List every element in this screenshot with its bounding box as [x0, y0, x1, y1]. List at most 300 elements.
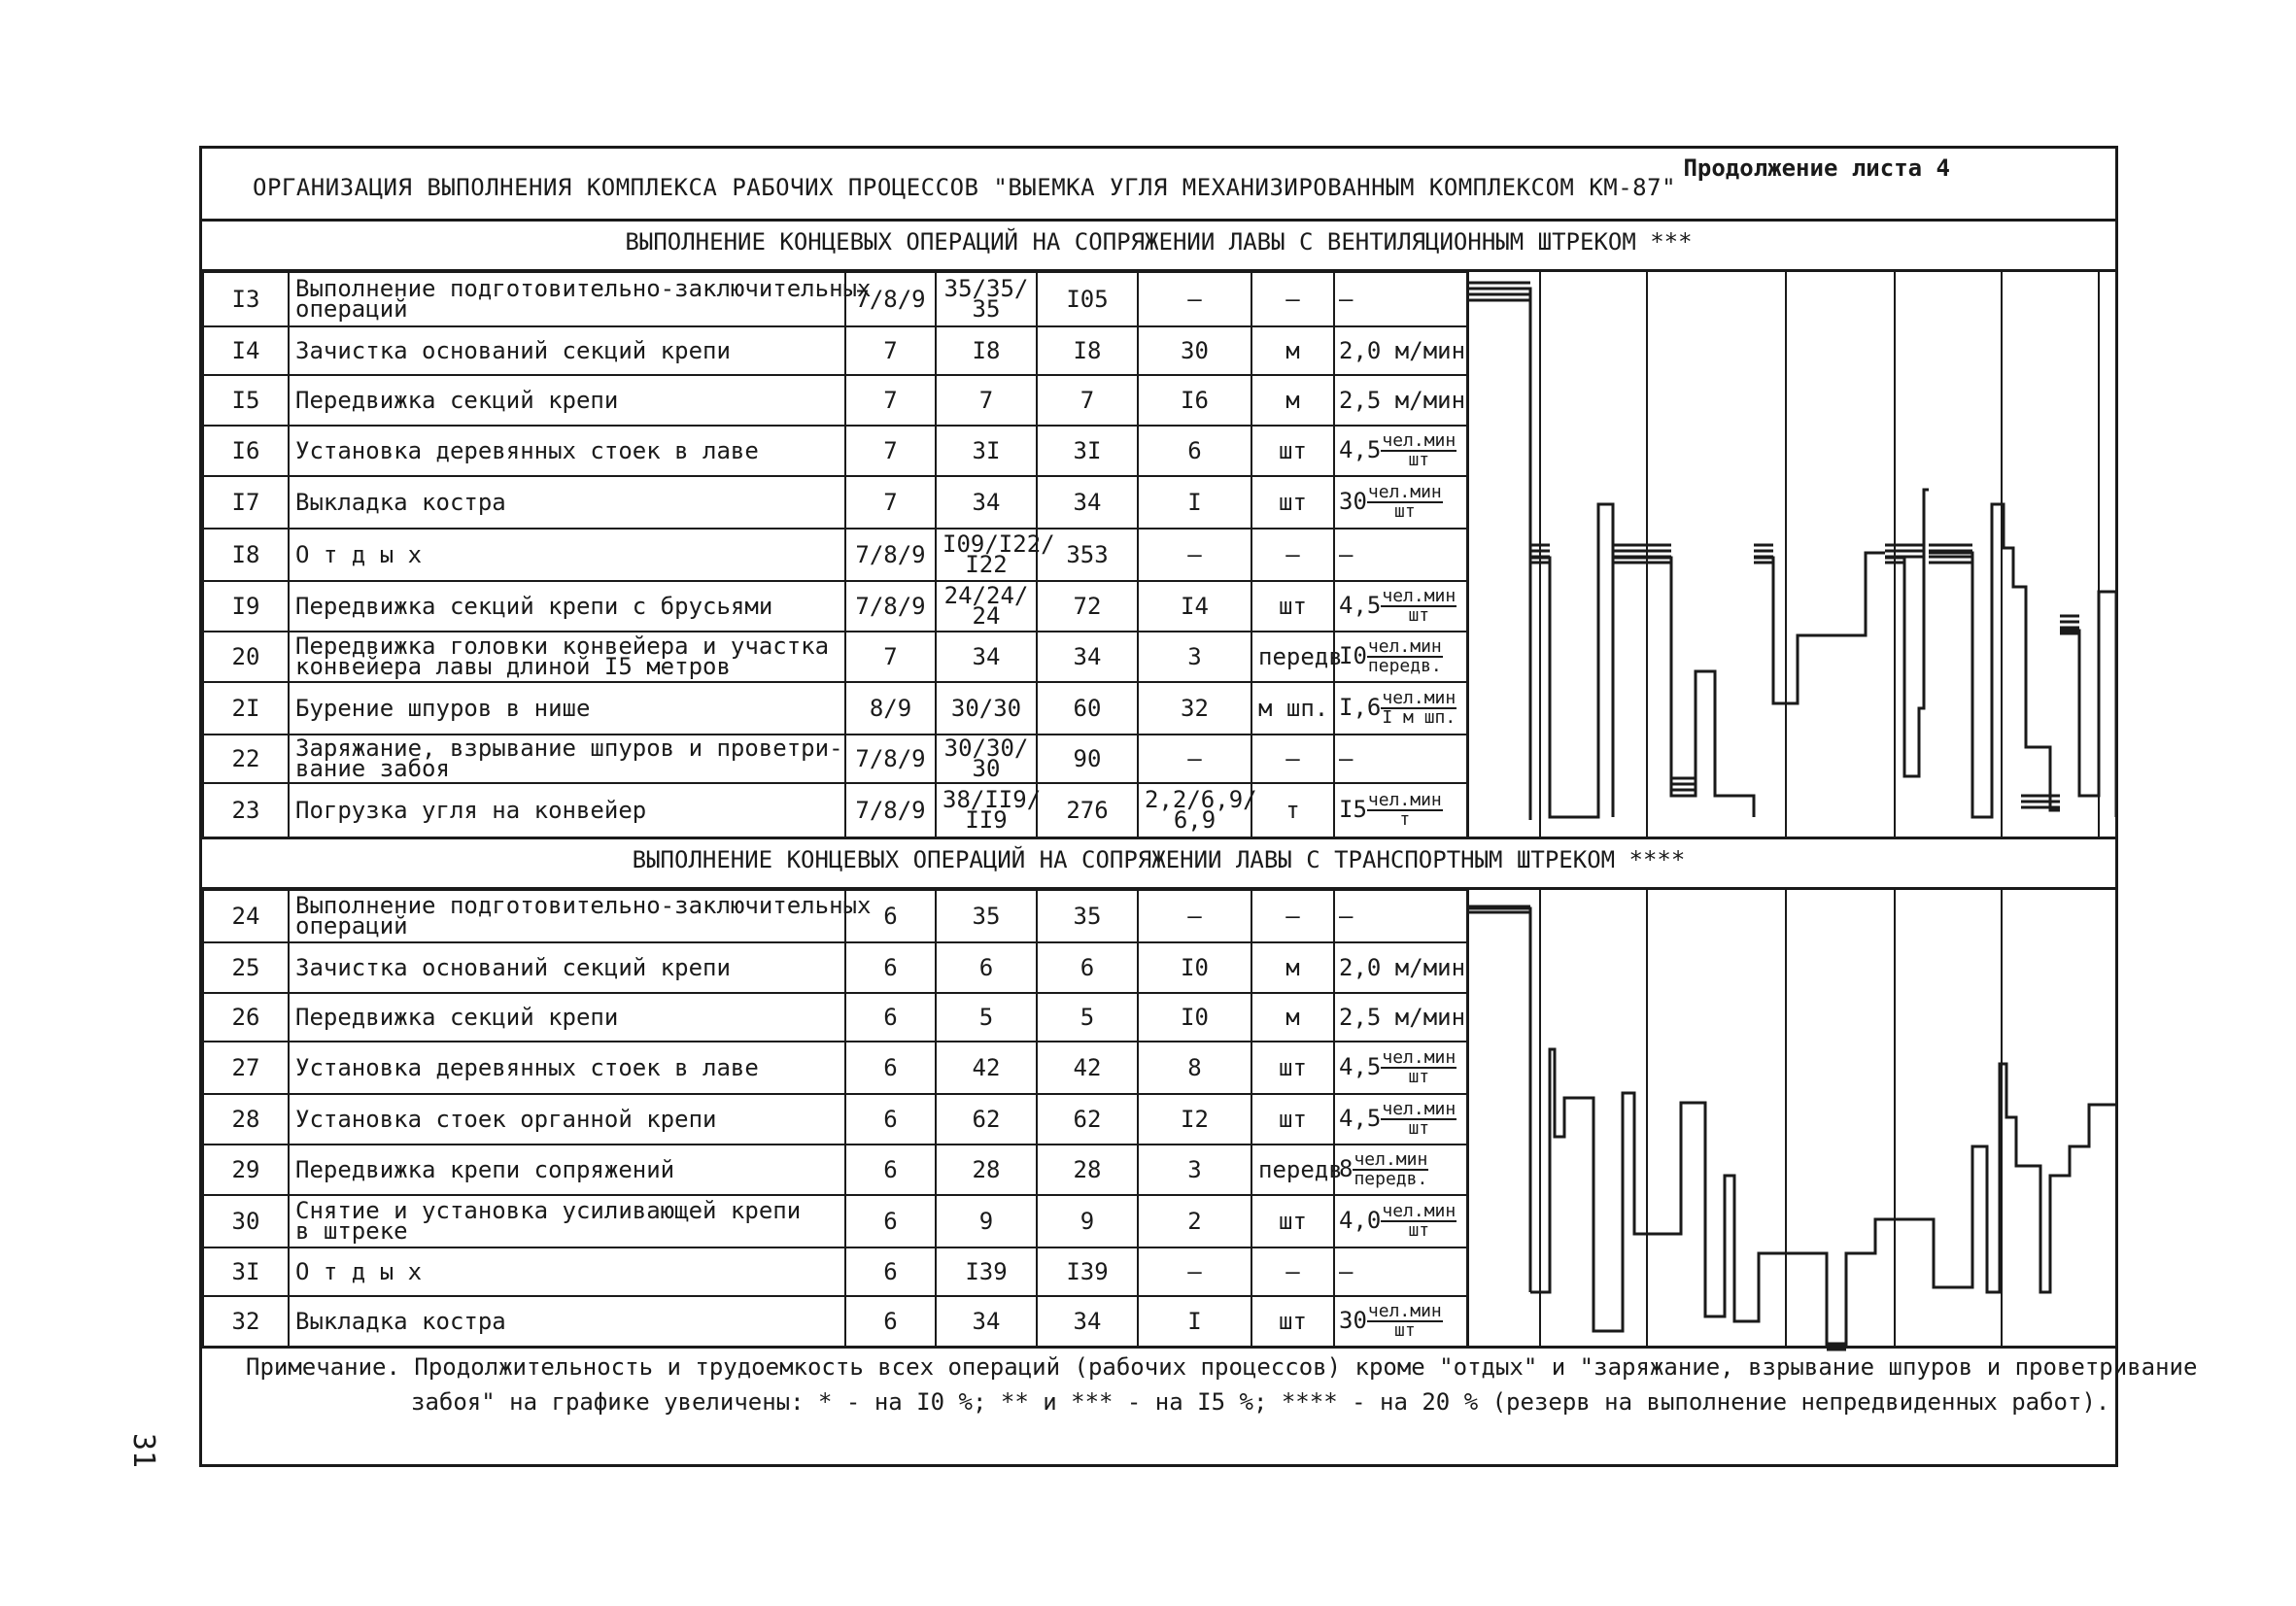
operation-number: I3 [231, 286, 260, 313]
operation-name: Бурение шпуров в нише [295, 695, 591, 722]
norm-unit-fraction [1367, 1303, 1443, 1340]
cell-labor [1037, 326, 1138, 375]
gantt-schedule-line [1754, 553, 1885, 703]
cell-number [203, 942, 289, 993]
team-value: 7 [883, 643, 898, 670]
volume-value: – [1187, 1258, 1202, 1285]
norm-value: 30 [1339, 1307, 1367, 1334]
cell-operation-name [289, 476, 845, 529]
operation-number: 24 [231, 903, 260, 930]
cell-duration [936, 529, 1055, 581]
unit-value: шт [1279, 437, 1307, 464]
cell-unit [1251, 993, 1334, 1042]
operation-name: Зачистка оснований секций крепи [295, 954, 731, 981]
norm-value: 4,5 [1339, 436, 1382, 463]
cell-volume [1138, 1195, 1251, 1247]
cell-operation-name [289, 942, 845, 993]
unit-value: м [1285, 1004, 1300, 1031]
operation-name-cont: операций [295, 295, 408, 323]
table-row [203, 682, 1468, 735]
cell-operation-name [289, 1296, 845, 1347]
cell-volume [1138, 375, 1251, 426]
cell-number [203, 783, 289, 837]
cell-volume [1138, 1247, 1251, 1296]
operation-number: 30 [231, 1208, 260, 1235]
team-value: 7 [883, 387, 898, 414]
note-line-2: забоя" на графике увеличены: * - на I0 %; ** и *** - на I5 %; **** - на 20 % (резерв на выполнение непредвиденных работ). [411, 1388, 2110, 1416]
norm-unit-fraction [1353, 1151, 1428, 1188]
team-value: 7/8/9 [855, 797, 926, 824]
volume-value: I0 [1181, 1004, 1209, 1031]
cell-duration [936, 476, 1037, 529]
cell-volume [1138, 581, 1251, 632]
norm-unit-denominator: шт [1408, 1118, 1430, 1139]
cell-unit [1251, 942, 1334, 993]
table-row [203, 581, 1468, 632]
labor-value: 34 [1073, 643, 1102, 670]
cell-team [845, 993, 936, 1042]
norm-unit-denominator: передв. [1367, 656, 1442, 676]
unit-value: м [1285, 954, 1300, 981]
norm-value: 2,5 м/мин [1339, 1004, 1466, 1031]
labor-value: 6 [1079, 954, 1095, 981]
norm-unit-fraction [1381, 1101, 1456, 1138]
cell-operation-name [289, 1145, 845, 1195]
norm-value: 2,5 м/мин [1339, 387, 1466, 414]
duration-value: 35 [972, 903, 1001, 930]
team-value: 7 [883, 337, 898, 364]
cell-number [203, 326, 289, 375]
cell-number [203, 682, 289, 735]
team-value: 6 [883, 1208, 898, 1235]
cell-number [203, 1247, 289, 1296]
gantt-schedule-line [1467, 289, 1530, 820]
cell-number [203, 1042, 289, 1094]
duration-value: I8 [972, 337, 1001, 364]
unit-value: шт [1279, 489, 1307, 516]
unit-value: шт [1279, 593, 1307, 620]
duration-value: 24/24/ [943, 582, 1029, 609]
operation-name: Снятие и установка усиливающей крепи [295, 1197, 802, 1224]
team-value: 6 [883, 903, 898, 930]
operation-number: 32 [231, 1308, 260, 1335]
page-number: 31 [126, 1433, 160, 1469]
note-line-1: Примечание. Продолжительность и трудоемкость всех операций (рабочих процессов) кроме "отдых" и "заряжание, взрывание шпуров и проветривание [246, 1353, 2198, 1381]
cell-number [203, 1094, 289, 1145]
cell-norm [1334, 529, 1468, 581]
cell-norm [1334, 993, 1468, 1042]
operation-name: Установка деревянных стоек в лаве [295, 1054, 759, 1081]
cell-duration [936, 426, 1037, 476]
cell-volume [1138, 426, 1251, 476]
norm-unit-numerator: чел.мин [1382, 1047, 1456, 1068]
cell-volume [1138, 1042, 1251, 1094]
team-value: 7 [883, 437, 898, 464]
operation-name: Передвижка секций крепи [295, 1004, 619, 1031]
norm-unit-numerator: чел.мин [1382, 586, 1456, 606]
table-row [203, 632, 1468, 682]
cell-unit [1251, 783, 1334, 837]
duration-value: I39 [965, 1258, 1008, 1285]
operation-number: I5 [231, 387, 260, 414]
table-row [203, 1145, 1468, 1195]
volume-value: – [1187, 541, 1202, 568]
labor-value: 72 [1073, 593, 1102, 620]
norm-unit-denominator: т [1399, 809, 1411, 830]
volume-value: – [1187, 745, 1202, 772]
cell-unit [1251, 1094, 1334, 1145]
labor-value: 276 [1066, 797, 1109, 824]
norm-unit-numerator: чел.мин [1367, 636, 1442, 657]
cell-volume [1138, 1094, 1251, 1145]
operation-name-cont: вание забоя [295, 755, 450, 782]
volume-value: 6 [1187, 437, 1202, 464]
cell-operation-name [289, 1247, 845, 1296]
cell-operation-name [289, 1195, 845, 1247]
operation-name: Установка деревянных стоек в лаве [295, 437, 759, 464]
cell-volume [1138, 735, 1251, 783]
duration-value-cont: I22 [965, 551, 1008, 578]
cell-norm [1334, 476, 1468, 529]
operation-name: Передвижка головки конвейера и участка [295, 632, 830, 660]
norm-value: I5 [1339, 796, 1367, 823]
cell-unit [1251, 1195, 1334, 1247]
cell-norm [1334, 890, 1468, 942]
duration-value-cont: 30 [972, 755, 1001, 782]
labor-value: 28 [1073, 1156, 1102, 1183]
team-value: 7/8/9 [855, 286, 926, 313]
norm-value: 4,5 [1339, 592, 1382, 619]
table-row [203, 993, 1468, 1042]
cell-team [845, 1145, 936, 1195]
norm-unit-fraction [1367, 792, 1443, 829]
table-row [203, 272, 1468, 326]
team-value: 6 [883, 1308, 898, 1335]
norm-unit-fraction [1381, 588, 1456, 625]
cell-duration [936, 1042, 1037, 1094]
operation-name: Передвижка крепи сопряжений [295, 1156, 675, 1183]
volume-value: – [1187, 286, 1202, 313]
cell-number [203, 993, 289, 1042]
operation-name: Выполнение подготовительно-заключительных [295, 892, 872, 919]
operation-number: 23 [231, 797, 260, 824]
team-value: 7/8/9 [855, 541, 926, 568]
gantt-schedule-line [1467, 908, 1530, 1292]
team-value: 6 [883, 1004, 898, 1031]
volume-value: 3 [1187, 643, 1202, 670]
cell-unit [1251, 326, 1334, 375]
norm-unit-denominator: шт [1393, 1320, 1416, 1341]
table-row [203, 735, 1468, 783]
norm-value: I,6 [1339, 694, 1382, 721]
cell-team [845, 735, 936, 783]
cell-unit [1251, 476, 1334, 529]
norm-unit-numerator: чел.мин [1382, 1201, 1456, 1221]
cell-norm [1334, 581, 1468, 632]
labor-value: 353 [1066, 541, 1109, 568]
cell-number [203, 1296, 289, 1347]
norm-unit-numerator: чел.мин [1367, 482, 1442, 502]
cell-team [845, 1195, 936, 1247]
operation-name-cont: операций [295, 912, 408, 940]
operation-number: I7 [231, 489, 260, 516]
volume-value: I4 [1181, 593, 1209, 620]
cell-norm [1334, 1247, 1468, 1296]
unit-value: м [1285, 387, 1300, 414]
operation-name: Передвижка секций крепи с брусьями [295, 593, 773, 620]
duration-value: 42 [972, 1054, 1001, 1081]
cell-unit [1251, 632, 1343, 682]
cell-operation-name [289, 581, 845, 632]
labor-value: 60 [1073, 695, 1102, 722]
operation-number: 2I [231, 695, 260, 722]
volume-value: I0 [1181, 954, 1209, 981]
cell-volume [1138, 682, 1251, 735]
norm-unit-denominator: шт [1408, 1067, 1430, 1087]
cell-duration [936, 942, 1037, 993]
cell-number [203, 1195, 289, 1247]
operation-number: 3I [231, 1258, 260, 1285]
cell-team [845, 529, 936, 581]
duration-value: 28 [972, 1156, 1001, 1183]
unit-value: – [1285, 903, 1300, 930]
norm-value: 8 [1339, 1155, 1354, 1182]
cell-duration [936, 993, 1037, 1042]
cell-labor [1037, 890, 1138, 942]
norm-unit-numerator: чел.мин [1367, 1301, 1442, 1321]
divider [202, 219, 2115, 222]
cell-labor [1037, 993, 1138, 1042]
gantt-schedule-line [1904, 1064, 2021, 1292]
unit-value: шт [1279, 1106, 1307, 1133]
norm-unit-denominator: шт [1393, 501, 1416, 522]
duration-value-cont: II9 [965, 806, 1008, 834]
labor-value: 90 [1073, 745, 1102, 772]
cell-unit [1251, 1042, 1334, 1094]
operation-number: I9 [231, 593, 260, 620]
labor-value: 9 [1079, 1208, 1095, 1235]
labor-value: 62 [1073, 1106, 1102, 1133]
operation-name: Установка стоек органной крепи [295, 1106, 717, 1133]
team-value: 6 [883, 1258, 898, 1285]
duration-value: 34 [972, 489, 1001, 516]
duration-value: 35/35/ [943, 275, 1029, 302]
cell-labor [1037, 682, 1138, 735]
labor-value: 7 [1079, 387, 1095, 414]
unit-value: м [1285, 337, 1300, 364]
unit-value: шт [1279, 1308, 1307, 1335]
cell-labor [1037, 735, 1138, 783]
cell-duration [936, 1296, 1037, 1347]
cell-volume [1138, 1296, 1251, 1347]
operation-name: Выкладка костра [295, 1308, 506, 1335]
cell-norm [1334, 272, 1468, 326]
operation-name: О т д ы х [295, 541, 423, 568]
cell-team [845, 326, 936, 375]
table-row [203, 529, 1468, 581]
operation-number: 27 [231, 1054, 260, 1081]
cell-norm [1334, 1042, 1468, 1094]
duration-value: 6 [978, 954, 994, 981]
table-row [203, 1195, 1468, 1247]
volume-value: 32 [1181, 695, 1209, 722]
cell-norm [1334, 1296, 1468, 1347]
cell-duration [936, 1094, 1037, 1145]
gantt-schedule-line [2060, 592, 2116, 817]
cell-duration [936, 581, 1037, 632]
gantt-schedule-line [2021, 1105, 2116, 1292]
section2-gantt-chart [1467, 889, 2118, 1346]
operation-number: 29 [231, 1156, 260, 1183]
table-row [203, 326, 1468, 375]
duration-value: 7 [978, 387, 994, 414]
norm-unit-denominator: шт [1408, 450, 1430, 470]
volume-value: 2 [1187, 1208, 1202, 1235]
cell-unit [1251, 1247, 1334, 1296]
norm-value: – [1339, 745, 1354, 772]
norm-value: 2,0 м/мин [1339, 337, 1466, 364]
labor-value: 35 [1073, 903, 1102, 930]
unit-value: передв [1258, 643, 1343, 670]
operation-number: 25 [231, 954, 260, 981]
cell-team [845, 1094, 936, 1145]
document-title: ОРГАНИЗАЦИЯ ВЫПОЛНЕНИЯ КОМПЛЕКСА РАБОЧИХ ПРОЦЕССОВ "ВЫЕМКА УГЛЯ МЕХАНИЗИРОВАННЫМ КОМПЛЕКСОМ КМ-87" [253, 174, 1677, 201]
cell-operation-name [289, 783, 845, 837]
cell-team [845, 632, 936, 682]
section2-title: ВЫПОЛНЕНИЕ КОНЦЕВЫХ ОПЕРАЦИЙ НА СОПРЯЖЕНИИ ЛАВЫ С ТРАНСПОРТНЫМ ШТРЕКОМ **** [632, 846, 1686, 873]
table-row [203, 1296, 1468, 1347]
team-value: 6 [883, 954, 898, 981]
norm-value: – [1339, 541, 1354, 568]
gantt-schedule-line [1579, 1093, 1645, 1331]
cell-unit [1251, 1296, 1334, 1347]
team-value: 6 [883, 1106, 898, 1133]
cell-labor [1037, 426, 1138, 476]
operation-number: I8 [231, 541, 260, 568]
section1-table [202, 271, 1469, 838]
cell-norm [1334, 326, 1468, 375]
cell-team [845, 1296, 936, 1347]
duration-value: 34 [972, 643, 1001, 670]
cell-operation-name [289, 272, 872, 326]
cell-unit [1251, 735, 1334, 783]
duration-value: 5 [978, 1004, 994, 1031]
cell-labor [1037, 1145, 1138, 1195]
operation-name: Зачистка оснований секций крепи [295, 337, 731, 364]
cell-unit [1251, 890, 1334, 942]
cell-team [845, 682, 936, 735]
cell-number [203, 735, 289, 783]
norm-value: 4,5 [1339, 1053, 1382, 1080]
labor-value: 5 [1079, 1004, 1095, 1031]
unit-value: м шп. [1258, 695, 1329, 722]
cell-operation-name [289, 426, 845, 476]
cell-norm [1334, 942, 1468, 993]
team-value: 7 [883, 489, 898, 516]
duration-value: 38/II9/ [942, 786, 1042, 813]
section2-table [202, 889, 1469, 1348]
cell-operation-name [289, 993, 845, 1042]
table-row [203, 1247, 1468, 1296]
team-value: 7/8/9 [855, 593, 926, 620]
cell-number [203, 476, 289, 529]
norm-unit-fraction [1381, 690, 1456, 727]
labor-value: 34 [1073, 1308, 1102, 1335]
volume-value: I6 [1181, 387, 1209, 414]
document-sheet [199, 146, 2198, 1467]
unit-value: шт [1279, 1054, 1307, 1081]
cell-duration [936, 1145, 1037, 1195]
cell-team [845, 476, 936, 529]
norm-unit-denominator: передв. [1354, 1169, 1428, 1189]
cell-labor [1037, 1296, 1138, 1347]
labor-value: I05 [1066, 286, 1109, 313]
cell-duration [936, 682, 1037, 735]
cell-operation-name [289, 682, 845, 735]
unit-value: – [1285, 745, 1300, 772]
cell-volume [1138, 529, 1251, 581]
cell-operation-name [289, 1042, 845, 1094]
cell-norm [1334, 735, 1468, 783]
table-row [203, 476, 1468, 529]
cell-duration [936, 326, 1037, 375]
cell-unit [1251, 682, 1334, 735]
section1-gantt-chart [1467, 271, 2118, 837]
continuation-label: Продолжение листа 4 [1683, 154, 1950, 182]
cell-unit [1251, 375, 1334, 426]
operation-name: Заряжание, взрывание шпуров и проветри- [295, 735, 843, 762]
volume-value: – [1187, 903, 1202, 930]
gantt-schedule-line [1766, 1219, 1904, 1346]
operation-name: О т д ы х [295, 1258, 423, 1285]
norm-unit-fraction [1367, 638, 1443, 675]
cell-labor [1037, 1094, 1138, 1145]
volume-value: 8 [1187, 1054, 1202, 1081]
labor-value: 34 [1073, 489, 1102, 516]
divider [202, 1346, 2115, 1349]
norm-value: – [1339, 1258, 1354, 1285]
cell-number [203, 272, 289, 326]
cell-duration [936, 890, 1037, 942]
unit-value: – [1285, 1258, 1300, 1285]
cell-number [203, 375, 289, 426]
volume-value: 2,2/6,9/ [1145, 786, 1257, 813]
cell-number [203, 1145, 289, 1195]
norm-unit-numerator: чел.мин [1367, 790, 1442, 810]
cell-duration [936, 1247, 1037, 1296]
norm-unit-fraction [1381, 1049, 1456, 1086]
duration-value: 34 [972, 1308, 1001, 1335]
volume-value-cont: 6,9 [1173, 806, 1217, 834]
operation-number: 22 [231, 745, 260, 772]
cell-labor [1037, 1247, 1138, 1296]
norm-unit-numerator: чел.мин [1354, 1149, 1428, 1170]
cell-norm [1334, 1145, 1468, 1195]
cell-team [845, 1247, 936, 1296]
cell-labor [1037, 1195, 1138, 1247]
cell-team [845, 426, 936, 476]
norm-unit-fraction [1381, 1203, 1456, 1240]
team-value: 6 [883, 1156, 898, 1183]
operation-number: I4 [231, 337, 260, 364]
cell-duration [936, 632, 1037, 682]
operation-number: I6 [231, 437, 260, 464]
norm-value: 4,5 [1339, 1105, 1382, 1132]
gantt-schedule-line [1530, 1049, 1579, 1292]
cell-labor [1037, 272, 1138, 326]
cell-operation-name [289, 326, 845, 375]
team-value: 6 [883, 1054, 898, 1081]
